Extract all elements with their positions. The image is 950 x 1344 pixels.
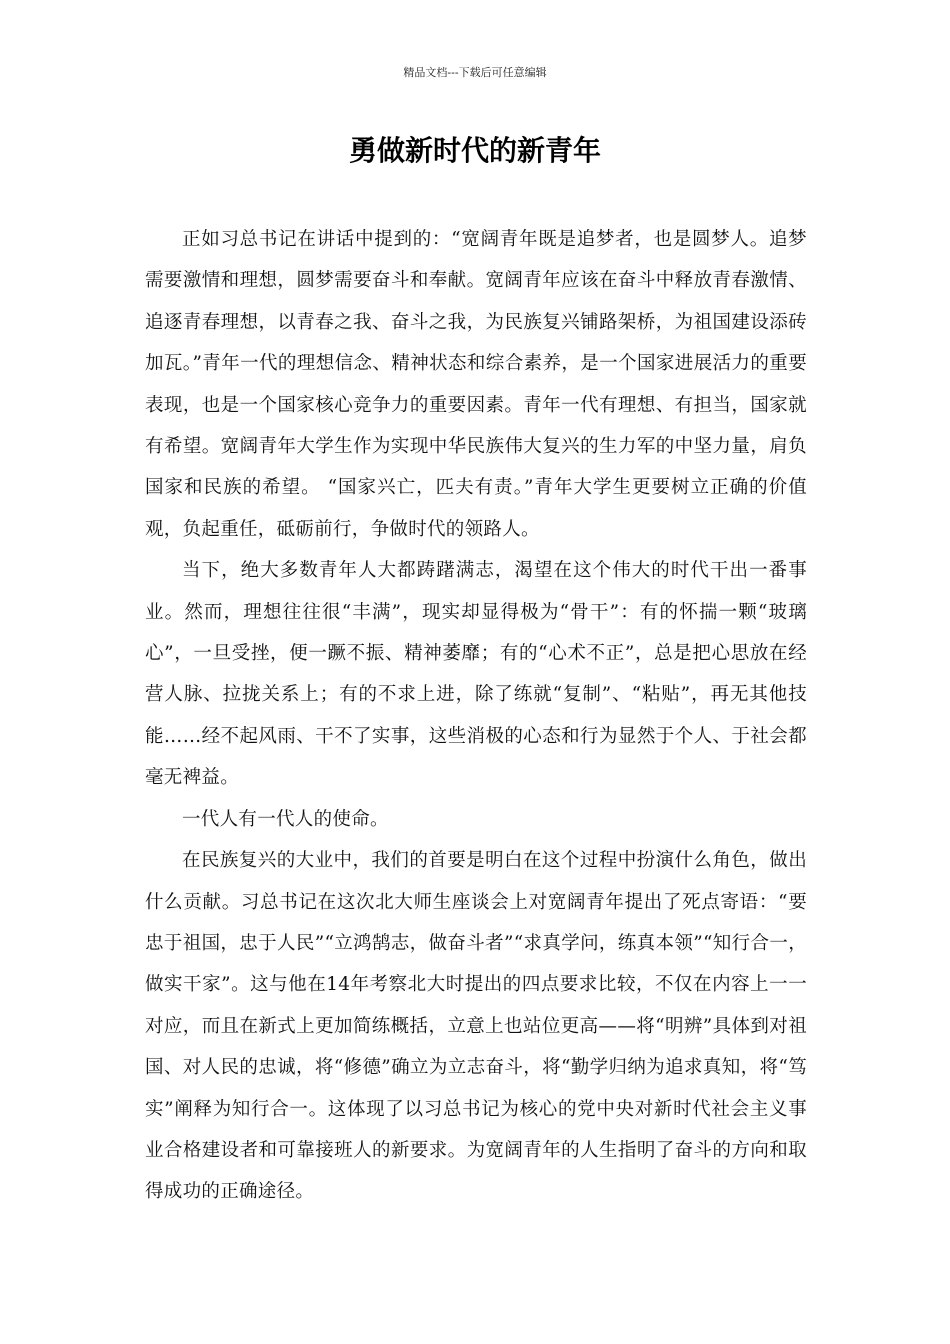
paragraph-1: 正如习总书记在讲话中提到的：“宽阔青年既是追梦者，也是圆梦人。追梦需要激情和理想，圆梦需要奋斗和奉献。宽阔青年应该在奋斗中释放青春激情、追逐青春理想，以青春之我、奋斗之我，为民族复兴铺路架桥，为祖国建设添砖加瓦。”青年一代的理想信念、精神状态和综合素养，是一个国家进展活力的重要表现，也是一个国家核心竞争力的重要因素。青年一代有理想、有担当，国家就有希望。宽阔青年大学生作为实现中华民族伟大复兴的生力军的中坚力量，肩负国家和民族的希望。 “国家兴亡，匹夫有责。”青年大学生更要树立正确的价值观，负起重任，砥砺前行，争做时代的领路人。: [145, 229, 807, 540]
document-body: [145, 219, 807, 1213]
document-title: 勇做新时代的新青年: [348, 134, 601, 167]
page-header-note: 精品文档---下载后可任意编辑: [403, 66, 547, 79]
paragraph-3: 一代人有一代人的使命。: [182, 808, 389, 830]
paragraph-2: 当下，绝大多数青年人大都踌躇满志，渴望在这个伟大的时代干出一番事业。然而，理想往往很“丰满”，现实却显得极为“骨干”：有的怀揣一颗“玻璃心”，一旦受挫，便一蹶不振、精神萎靡；有的“心术不正”，总是把心思放在经营人脉、拉拢关系上；有的不求上进，除了练就“复制”、“粘贴”，再无其他技能……经不起风雨、干不了实事，这些消极的心态和行为显然于个人、于社会都毫无裨益。: [145, 560, 807, 789]
paragraph-4: 在民族复兴的大业中，我们的首要是明白在这个过程中扮演什么角色，做出什么贡献。习总书记在这次北大师生座谈会上对宽阔青年提出了死点寄语：“要忠于祖国，忠于人民”“立鸿鹄志，做奋斗者”“求真学问，练真本领”“知行合一，做实干家”。这与他在14年考察北大时提出的四点要求比较，不仅在内容上一一对应，而且在新式上更加简练概括，立意上也站位更高——将“明辨”具体到对祖国、对人民的忠诚，将“修德”确立为立志奋斗，将“勤学归纳为追求真知，将“笃实”阐释为知行合一。这体现了以习总书记为核心的党中央对新时代社会主义事业合格建设者和可靠接班人的新要求。为宽阔青年的人生指明了奋斗的方向和取得成功的正确途径。: [145, 850, 807, 1203]
